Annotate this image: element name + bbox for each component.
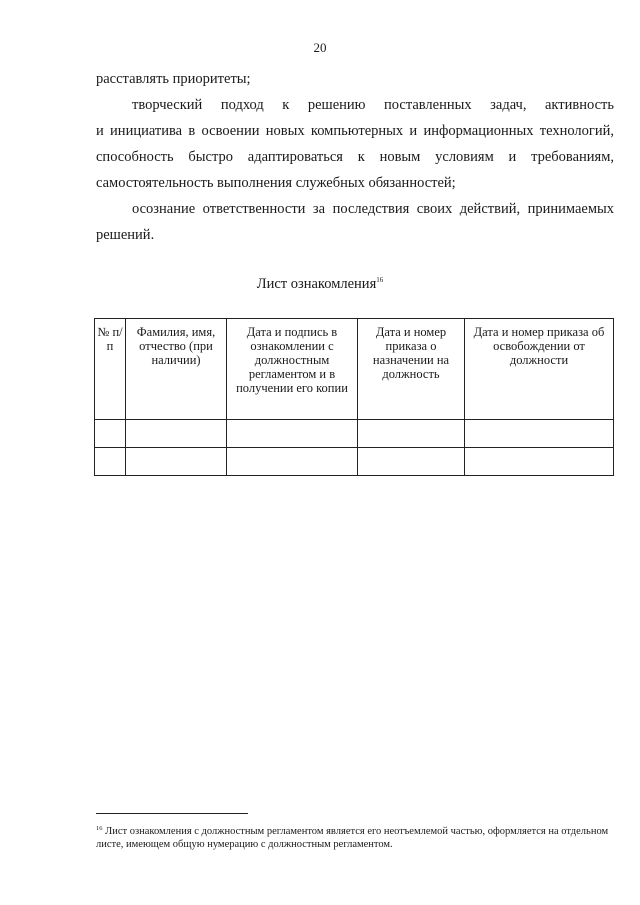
paragraph-priorities: расставлять приоритеты;: [96, 71, 251, 87]
footnote-text: Лист ознакомления с должностным регламентом является его неотъемлемой частью, оформляется на отдельном листе, имеющем общую нумерацию с должностным регламентом.: [96, 826, 609, 850]
header-full-name: Фамилия, имя, отчество (при наличии): [126, 319, 227, 420]
header-appointment-order: Дата и номер приказа о назначении на должность: [358, 319, 465, 420]
footnote: [96, 822, 612, 851]
table-cell: [465, 420, 614, 448]
footnote-number: 16: [96, 825, 103, 832]
footnote-reference: 16: [376, 276, 384, 284]
table-row: [95, 420, 614, 448]
table-cell: [227, 420, 358, 448]
paragraph-line: решений.: [96, 227, 155, 243]
table-row: [95, 448, 614, 476]
table-cell: [126, 420, 227, 448]
table-cell: [358, 420, 465, 448]
header-number: № п/п: [95, 319, 126, 420]
paragraph-line: самостоятельность выполнения служебных обязанностей;: [96, 175, 456, 191]
sheet-title-text: Лист ознакомления: [256, 276, 377, 292]
paragraph-responsibility: [96, 196, 614, 248]
table-cell: [465, 448, 614, 476]
header-dismissal-order: Дата и номер приказа об освобождении от должности: [465, 319, 614, 420]
header-signature-date: Дата и подпись в ознакомлении с должностным регламентом и в получении его копии: [227, 319, 358, 420]
table-cell: [227, 448, 358, 476]
table-header-row: [95, 319, 614, 420]
acknowledgement-table: [94, 318, 614, 476]
table-cell: [95, 448, 126, 476]
paragraph-line: способность быстро адаптироваться к новым условиям и требованиям,: [96, 149, 614, 165]
table-cell: [358, 448, 465, 476]
acknowledgement-sheet-title: [0, 276, 640, 293]
paragraph-line: осознание ответственности за последствия своих действий, принимаемых: [132, 201, 614, 217]
paragraph-creative-approach: [96, 92, 614, 196]
paragraph-line: и инициатива в освоении новых компьютерных и информационных технологий,: [96, 123, 614, 139]
table-cell: [95, 420, 126, 448]
page-number: 20: [313, 40, 327, 55]
paragraph-line: творческий подход к решению поставленных задач, активность: [132, 97, 614, 113]
footnote-divider: [96, 813, 248, 814]
table-cell: [126, 448, 227, 476]
